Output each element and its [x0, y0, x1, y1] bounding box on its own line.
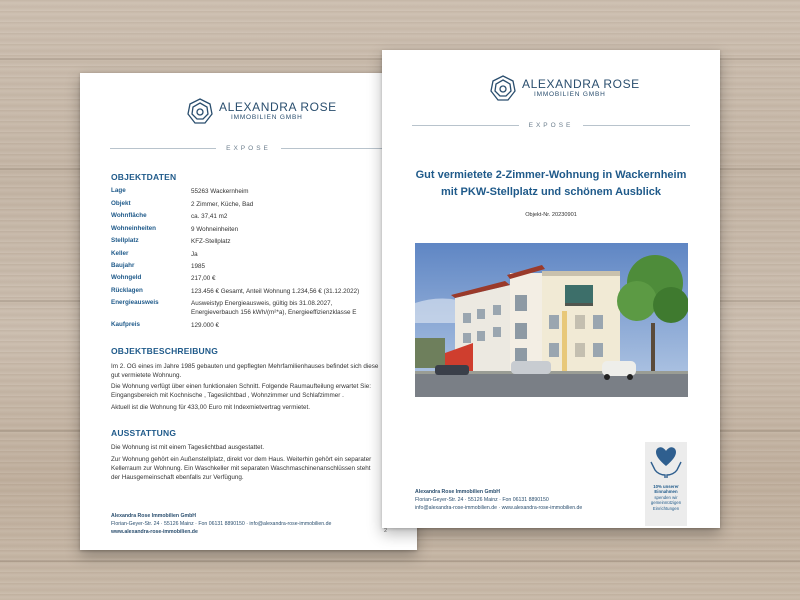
description-paragraph: Im 2. OG eines im Jahre 1985 gebauten und gepflegten Mehrfamilienhauses befindet sich diese gut vermietete Wohnung. — [111, 363, 379, 379]
data-row — [111, 237, 376, 246]
data-value: Ja — [191, 251, 198, 258]
page-footer — [111, 512, 391, 536]
listing-title-line1: Gut vermietete 2-Zimmer-Wohnung in Wackernheim — [415, 169, 687, 181]
footer-company: Alexandra Rose Immobilien GmbH — [415, 489, 501, 495]
features-paragraph: Zur Wohnung gehört ein Außenstellplatz, direkt vor dem Haus. Weiterhin gehört ein separater Kellerraum zur Wohnung. Ein Waschkeller mit separaten Waschmaschinenanschlüssen steht der Hausgemeinschaft ebenfalls zur Verfügung. — [111, 456, 372, 481]
footer-address: Florian-Geyer-Str. 24 · 55126 Mainz · Fon 06131 8890150 · info@alexandra-rose-immobilien.de — [111, 521, 332, 527]
data-label: Lage — [111, 187, 126, 194]
heart-in-hands-icon — [645, 442, 687, 482]
object-number: Objekt-Nr. 20230901 — [525, 212, 577, 218]
data-row — [111, 274, 376, 283]
data-label: Wohneinheiten — [111, 225, 157, 232]
brand-subtitle: IMMOBILIEN GMBH — [231, 113, 303, 121]
data-label: Energieausweis — [111, 299, 159, 306]
brand-name: ALEXANDRA ROSE — [522, 76, 640, 91]
objektbeschreibung-heading: OBJEKTBESCHREIBUNG — [111, 346, 219, 356]
features-paragraph: Die Wohnung ist mit einem Tageslichtbad ausgestattet. — [111, 444, 265, 451]
footer-address: Florian-Geyer-Str. 24 · 55126 Mainz · Fon 06131 8890150 — [415, 497, 549, 503]
page-number: 2 — [384, 528, 388, 534]
brand-subtitle: IMMOBILIEN GMBH — [534, 90, 606, 98]
data-label: Wohnfläche — [111, 212, 147, 219]
property-photo — [415, 243, 688, 397]
description-paragraph: Die Wohnung verfügt über einen funktionalen Schnitt. Folgende Raumaufteilung erwartet Sie: Eingangsbereich mit Kochnische , Tageslichtbad , Wohnzimmer und Schlafzimmer . — [111, 383, 371, 399]
data-value: 1985 — [191, 263, 206, 270]
expose-label: EXPOSE — [226, 145, 271, 152]
data-label: Wohngeld — [111, 274, 142, 281]
rose-ornament-icon — [490, 75, 516, 101]
ausstattung-heading: AUSSTATTUNG — [111, 428, 177, 438]
brand-header — [187, 98, 337, 124]
data-value: 217,00 € — [191, 275, 216, 282]
footer-contact: info@alexandra-rose-immobilien.de · www.alexandra-rose-immobilien.de — [415, 505, 583, 511]
data-row — [111, 287, 376, 296]
expose-divider — [110, 145, 387, 152]
data-label: Baujahr — [111, 262, 135, 269]
data-value: KFZ-Stellplatz — [191, 238, 231, 245]
data-value: 9 Wohneinheiten — [191, 226, 239, 233]
data-label: Objekt — [111, 200, 131, 207]
data-row — [111, 321, 376, 330]
objektdaten-heading: OBJEKTDATEN — [111, 172, 177, 182]
wood-grain-line — [0, 560, 800, 562]
data-row — [111, 250, 376, 259]
expose-divider — [412, 122, 690, 129]
data-value: 55263 Wackernheim — [191, 188, 249, 195]
data-label: Stellplatz — [111, 237, 139, 244]
rose-ornament-icon — [187, 98, 213, 124]
data-label: Kaufpreis — [111, 321, 141, 328]
brand-name: ALEXANDRA ROSE — [219, 99, 337, 114]
data-row — [111, 187, 376, 196]
data-label: Rücklagen — [111, 287, 143, 294]
data-row — [111, 262, 376, 271]
data-row — [111, 225, 376, 234]
badge-text: 10% unserer Einnahmen spenden wir gemeinnützigen Einrichtungen — [650, 484, 682, 511]
data-row — [111, 299, 376, 317]
listing-title-line2: mit PKW-Stellplatz und schönem Ausblick — [440, 186, 661, 198]
data-row — [111, 200, 376, 209]
data-label: Keller — [111, 250, 129, 257]
data-row — [111, 212, 376, 221]
data-value: ca. 37,41 m2 — [191, 213, 228, 220]
page-footer — [415, 488, 635, 512]
donation-badge — [645, 442, 687, 526]
footer-company: Alexandra Rose Immobilien GmbH — [111, 513, 197, 519]
expose-label: EXPOSE — [528, 122, 574, 129]
expose-page-cover — [382, 50, 720, 528]
description-paragraph: Aktuell ist die Wohnung für 433,00 Euro mit Indexmietvertrag vermietet. — [111, 404, 311, 411]
data-value: 129.000 € — [191, 322, 220, 329]
data-value: 123.456 € Gesamt, Anteil Wohnung 1.234,56 € (31.12.2022) — [191, 288, 360, 295]
brand-header — [490, 75, 640, 101]
expose-page-details — [80, 73, 417, 550]
data-value: Ausweistyp Energieausweis, gültig bis 31.08.2027, Energieverbauch 156 kWh/(m²*a), Energieeffizienzklasse E — [191, 300, 357, 316]
footer-website: www.alexandra-rose-immobilien.de — [111, 529, 198, 535]
data-value: 2 Zimmer, Küche, Bad — [191, 201, 254, 208]
